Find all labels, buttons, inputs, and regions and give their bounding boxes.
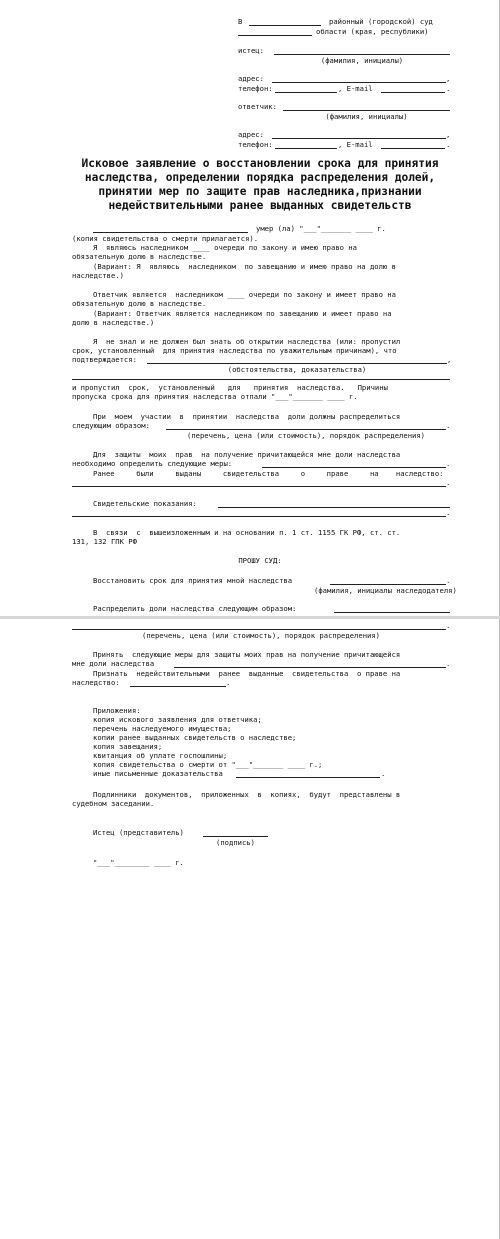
- unaware-text: подтверждается:: [72, 355, 137, 364]
- measures-text: необходимо определить следующие меры:: [72, 459, 233, 468]
- attachment-item: копия завещания;: [93, 742, 163, 751]
- region-field[interactable]: [238, 35, 312, 36]
- originals-text: судебном заседании.: [72, 799, 155, 808]
- evidence-field[interactable]: [147, 363, 447, 364]
- heir-variant: наследстве.): [72, 271, 124, 280]
- region-suffix: области (края, республики): [316, 27, 429, 36]
- document-page-1: В районный (городской) суд области (края, республики) истец: (фамилия, инициалы) адрес: , телефон: , E-mail . ответчик: (фамилия, инициалы) адрес: , телефон: , E-mail . Исковое заявление о восстановлении срока для принятия наследства, определении порядка распределения долей, принятии мер по защите прав наследника,признании недействительными ранее выданных свидетельств умер (ла) "___"_______ ____ г. (копия свидетельства о смерти прилагается). Я являюсь наследником ____ очереди по закону и имею право на обязательную долю в наследстве. (Вариант: Я являюсь наследником по завещанию и имею право на долю в наследстве.) Ответчик является наследником ____ очереди по закону и имеет право на обязательную долю в наследстве. (Вариант: Ответчик является наследником по завещанию и имеет право на долю в наследстве.) Я не знал и не должен был знать об открытии наследства (или: пропустил срок, установленный для принятия наследства по уважительным причинам), что подтверждается: , (обстоятельства, доказательства) и пропустил срок, установленный для принятия наследства. Причины пропуска срока для принятия наследства отпали "___"_______ ____ г. При моем участии в принятии наследства доли должны распределиться следующим образом: . (перечень, цена (или стоимость), порядок распределения) Для защиты моих прав на получение причитающейся мне доли наследства необходимо определить следующие меры: . Ранее были выданы свидетельства о праве на наследство: . Свидетельские показания: . В связи с вышеизложенным и на основании п. 1 ст. 1155 ГК РФ, ст. ст. 131, 132 ГПК РФ ПРОШУ СУД: Восстановить срок для принятия мной наследства . (фамилия, инициалы наследодателя) Распределить доли наследства следующим образом:: [0, 0, 500, 616]
- document-page-2: . (перечень, цена (или стоимость), порядок распределения) Принять следующие меры для защиты моих прав на получение причитающейся мне доли наследства . Признать недействительными ранее выданные свидетельства о праве на наследство: . Приложения: копия искового заявления для ответчика; перечень наследуемого имущества; копии ранее выданных свидетельств о наследстве; копия завещания; квитанция об уплате госпошлины; копия свидетельства о смерти от "___"_______ ____ г.; иные письменные доказательства . Подлинники документов, приложенных в копиях, будут представлены в судебном заседании. Истец (представитель) (подпись) "___"________ ____ г.: [0, 619, 500, 1239]
- defendant-phone-field[interactable]: [275, 148, 337, 149]
- grounds-text: 131, 132 ГПК РФ: [72, 537, 137, 546]
- originals-text: Подлинники документов, приложенных в копиях, будут представлены в: [93, 790, 401, 799]
- prosu-heading: ПРОШУ СУД:: [238, 556, 282, 565]
- plaintiff-label: истец:: [238, 46, 264, 55]
- attachment-item: копии ранее выданных свидетельств о наследстве;: [93, 733, 297, 742]
- distribute-field-2[interactable]: [72, 629, 446, 630]
- plaintiff-email-label: , E-mail: [338, 84, 373, 93]
- document-title: [60, 157, 460, 213]
- accept-text: мне доли наследства: [72, 659, 155, 668]
- signature-hint: (подпись): [216, 838, 255, 847]
- accept-field[interactable]: [174, 667, 446, 668]
- attachment-item: копия искового заявления для ответчика;: [93, 715, 262, 724]
- accept-text: Принять следующие меры для защиты моих прав на получение причитающейся: [93, 650, 401, 659]
- defendant-text: Ответчик является наследником ____ очереди по закону и имеет право на: [93, 290, 396, 299]
- missed-text: и пропустил срок, установленный для принятия наследства. Причины: [72, 383, 388, 392]
- plaintiff-address-label: адрес:: [238, 74, 264, 83]
- defendant-variant: долю в наследстве.): [72, 318, 155, 327]
- distribute-field[interactable]: [334, 612, 450, 613]
- measures-text: Для защиты моих прав на получение причитающейся мне доли наследства: [93, 450, 401, 459]
- heir-text: обязательную долю в наследстве.: [72, 252, 207, 261]
- heir-variant: (Вариант: Я являюсь наследником по завещанию и имею право на долю в: [93, 262, 396, 271]
- defendant-address-label: адрес:: [238, 130, 264, 139]
- plaintiff-phone-field[interactable]: [275, 92, 337, 93]
- invalid-text: Признать недействительными ранее выданные свидетельства о праве на: [93, 669, 401, 678]
- defendant-text: обязательную долю в наследстве.: [72, 299, 207, 308]
- restore-field[interactable]: [330, 584, 446, 585]
- defendant-email-label: , E-mail: [338, 140, 373, 149]
- defendant-address-field[interactable]: [272, 138, 446, 139]
- attachment-item: квитанция об уплате госпошлины;: [93, 751, 228, 760]
- attachments-title: Приложения:: [93, 706, 141, 715]
- deceased-name-field[interactable]: [93, 232, 248, 233]
- title-line: недействительными ранее выданных свидетельств: [108, 199, 412, 212]
- court-name-field[interactable]: [249, 25, 321, 26]
- shares-field[interactable]: [166, 429, 446, 430]
- grounds-text: В связи с вышеизложенным и на основании п. 1 ст. 1155 ГК РФ, ст. ст.: [93, 528, 401, 537]
- restore-hint: (фамилия, инициалы наследодателя): [314, 586, 457, 595]
- title-line: принятии мер по защите прав наследника,признании: [98, 185, 422, 198]
- evidence-field-2[interactable]: [72, 379, 450, 380]
- title-line: наследства, определении порядка распределения долей,: [84, 171, 436, 184]
- shares-text: При моем участии в принятии наследства доли должны распределиться: [93, 412, 401, 421]
- court-prefix: В: [238, 17, 243, 26]
- defendant-variant: (Вариант: Ответчик является наследником по завещанию и имеет право на: [93, 309, 392, 318]
- certs-field[interactable]: [72, 486, 446, 487]
- plaintiff-phone-label: телефон:: [238, 84, 273, 93]
- date-line: "___"________ ____ г.: [93, 858, 184, 867]
- attachment-item: иные письменные доказательства: [93, 769, 223, 778]
- signature-label: Истец (представитель): [93, 828, 184, 837]
- evidence-hint: (обстоятельства, доказательства): [227, 365, 367, 374]
- measures-field[interactable]: [262, 467, 446, 468]
- defendant-hint: (фамилия, инициалы): [325, 112, 408, 121]
- shares-hint: (перечень, цена (или стоимость), порядок распределения): [187, 431, 425, 440]
- invalid-field[interactable]: [130, 686, 226, 687]
- death-note: (копия свидетельства о смерти прилагается).: [72, 234, 259, 243]
- plaintiff-address-field[interactable]: [272, 82, 446, 83]
- witness-field-2[interactable]: [72, 516, 446, 517]
- signature-field[interactable]: [203, 836, 268, 837]
- unaware-text: Я не знал и не должен был знать об открытии наследства (или: пропустил: [93, 337, 401, 346]
- invalid-text: наследство:: [72, 678, 120, 687]
- other-evidence-field[interactable]: [236, 777, 380, 778]
- restore-text: Восстановить срок для принятия мной наследства: [93, 576, 293, 585]
- court-suffix: районный (городской) суд: [329, 17, 433, 26]
- heir-text: Я являюсь наследником ____ очереди по закону и имею право на: [93, 243, 357, 252]
- plaintiff-field[interactable]: [274, 54, 450, 55]
- unaware-text: срок, установленный для принятия наследства по уважительным причинам), что: [72, 346, 397, 355]
- missed-text: пропуска срока для принятия наследства отпали "___"_______ ____ г.: [72, 392, 358, 401]
- defendant-label: ответчик:: [238, 102, 277, 111]
- plaintiff-hint: (фамилия, инициалы): [320, 56, 404, 65]
- title-line: Исковое заявление о восстановлении срока для принятия: [81, 157, 439, 170]
- defendant-phone-label: телефон:: [238, 140, 273, 149]
- defendant-field[interactable]: [283, 110, 450, 111]
- plaintiff-email-field[interactable]: [381, 92, 445, 93]
- death-line: умер (ла) "___"_______ ____ г.: [256, 224, 386, 233]
- shares-text: следующим образом:: [72, 421, 150, 430]
- attachment-item: перечень наследуемого имущества;: [93, 724, 232, 733]
- defendant-email-field[interactable]: [381, 148, 445, 149]
- witness-label: Свидетельские показания:: [93, 499, 197, 508]
- attachment-item: копия свидетельства о смерти от "___"_______ ____ г.;: [93, 760, 323, 769]
- witness-field[interactable]: [218, 507, 450, 508]
- distribute-hint: (перечень, цена (или стоимость), порядок распределения): [142, 631, 380, 640]
- distribute-text: Распределить доли наследства следующим образом:: [93, 604, 297, 613]
- certs-text: Ранее были выданы свидетельства о праве на наследство:: [93, 469, 444, 478]
